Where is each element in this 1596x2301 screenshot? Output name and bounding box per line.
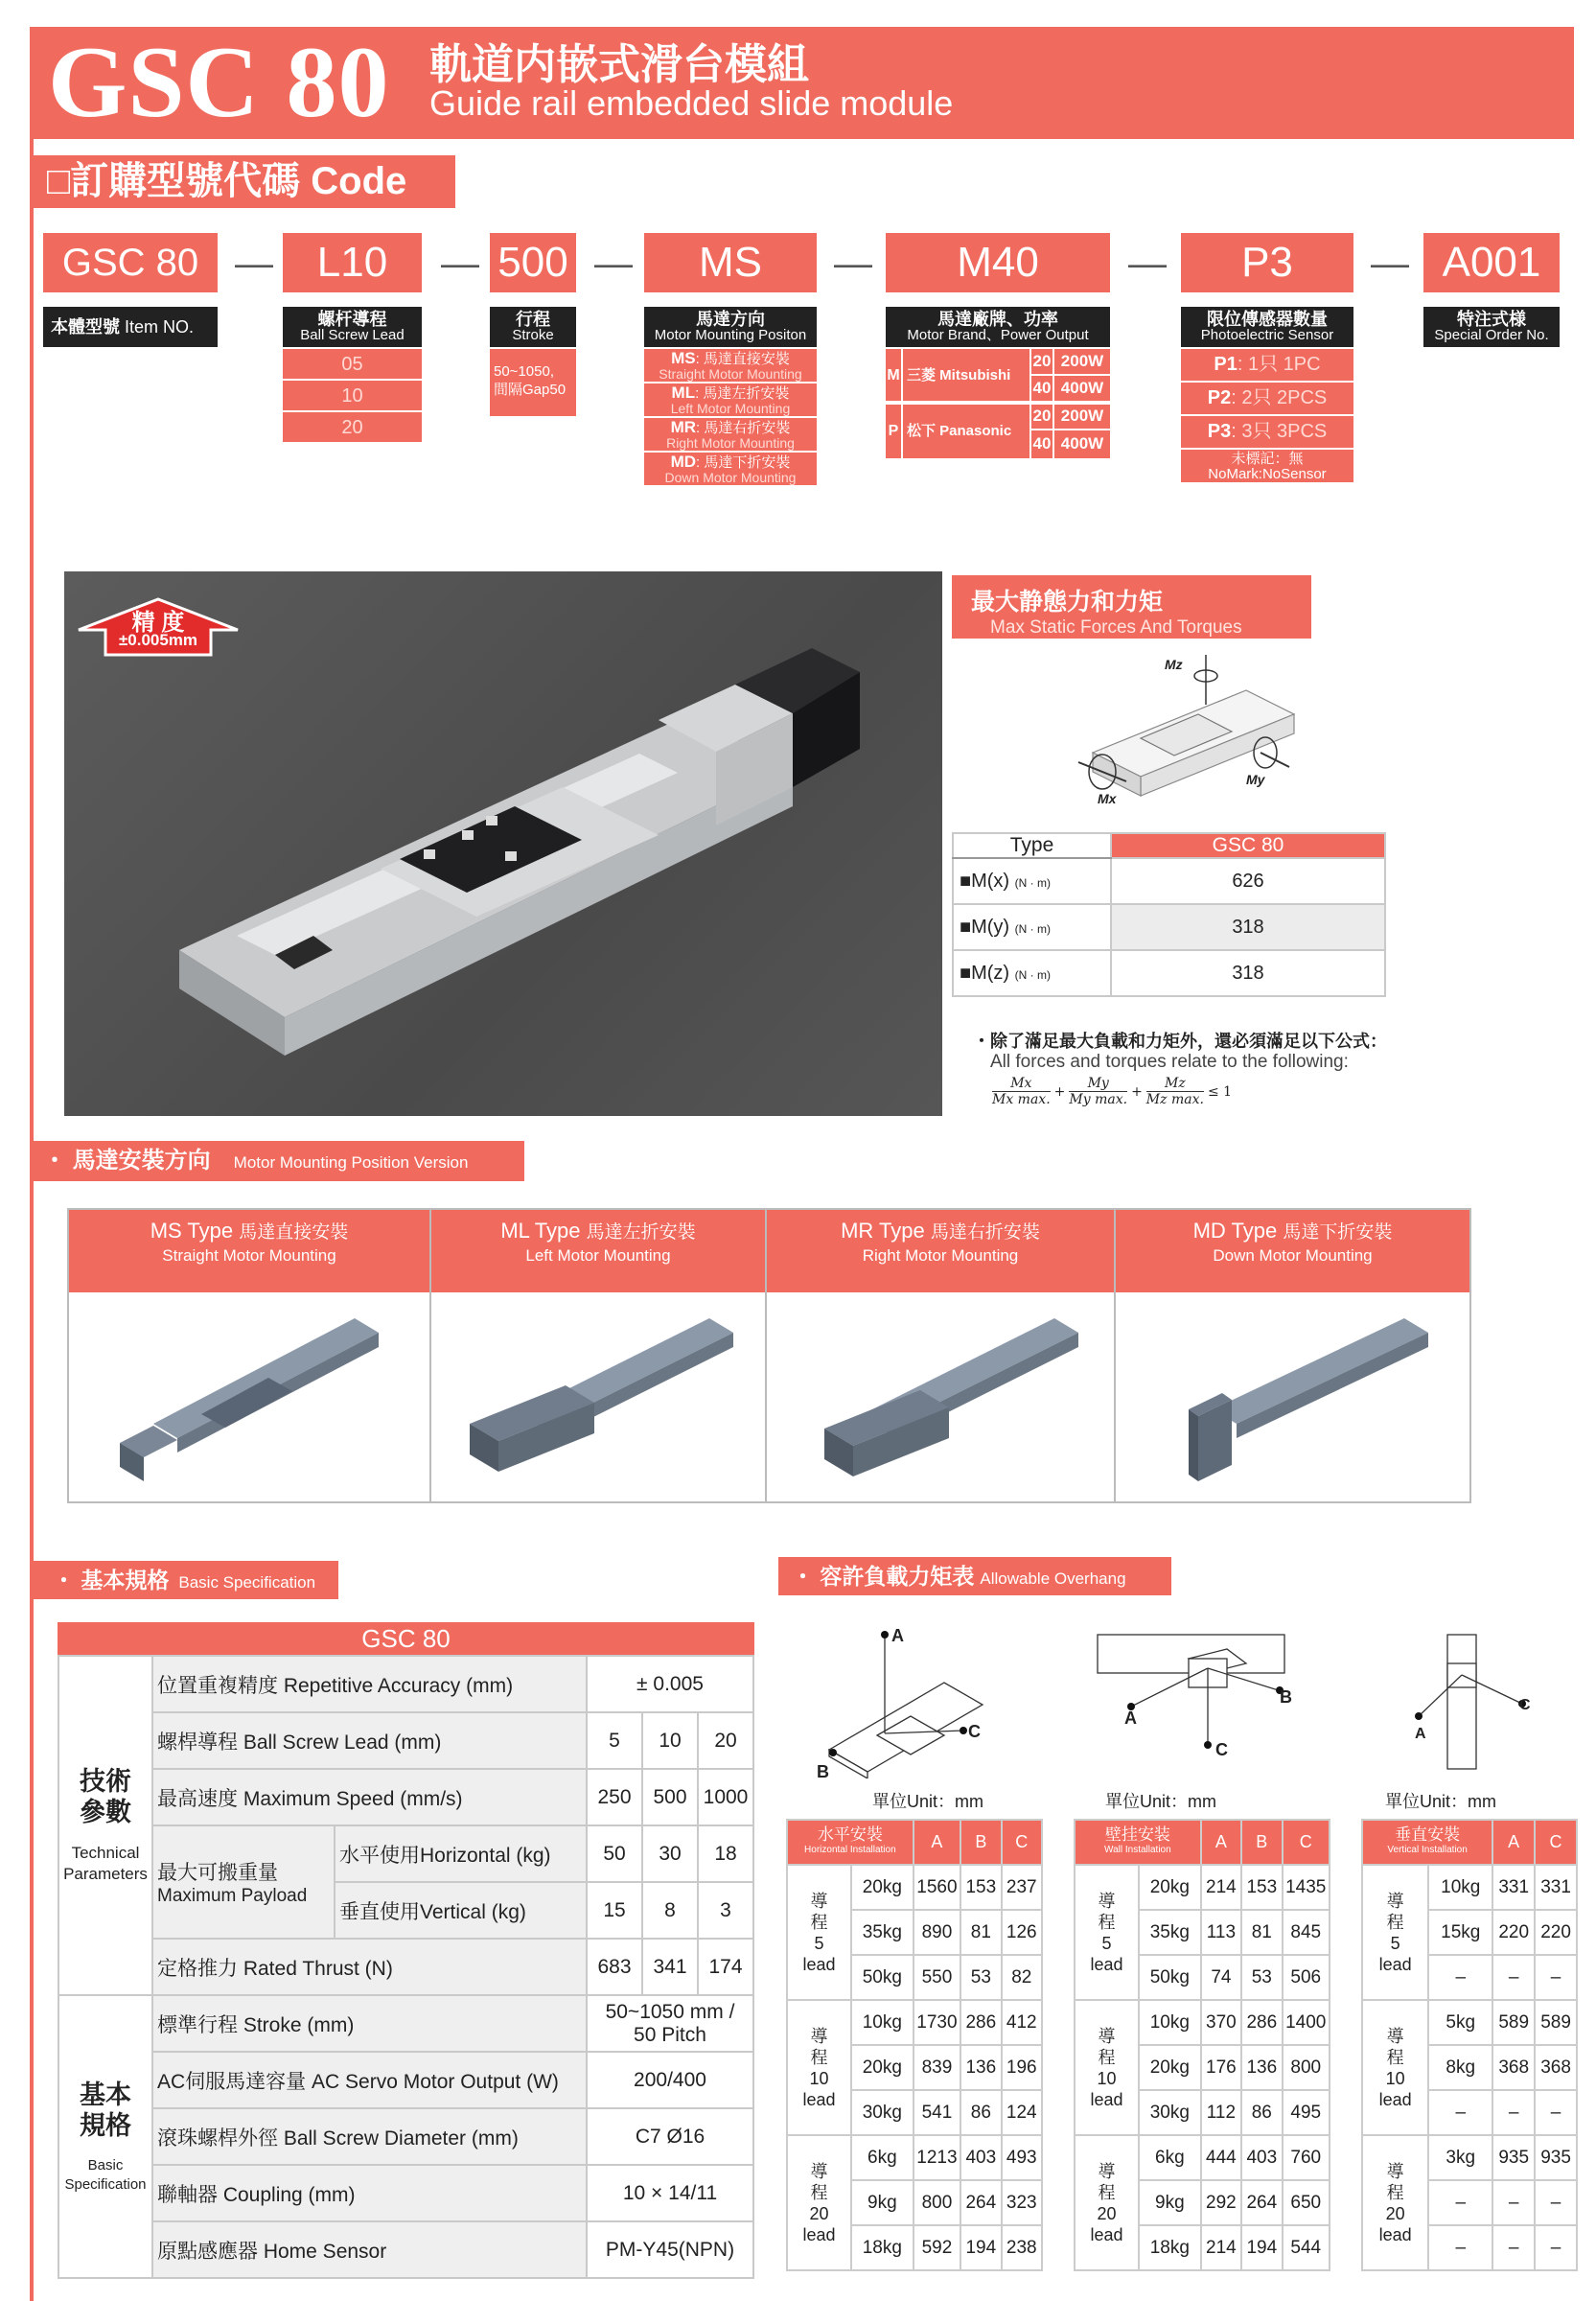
basic-section-title: ・ 基本規格 Basic Specification [34,1561,338,1599]
table-cell: 214 [1201,2225,1241,2270]
code-section-title: □訂購型號代碼 Code [34,155,455,208]
table-cell: – [1492,2180,1535,2225]
table-cell: 220 [1535,1910,1577,1955]
lead-group: 導程 5 lead [787,1865,851,2000]
table-row [1362,2000,1577,2045]
formula-note-en: All forces and torques relate to the following: [990,1052,1349,1072]
table-cell: 153 [960,1865,1001,1910]
table-cell: 368 [1535,2045,1577,2090]
group-basic: 基本 規格 Basic Specification [58,1995,152,2278]
table-cell: 592 [914,2225,960,2270]
table-cell: 153 [1241,1865,1282,1910]
group-technical: 技術 參數 Technical Parameters [58,1656,152,1995]
label-mount: 馬達方向 Motor Mounting Positon [644,307,817,347]
table-cell: 286 [1241,2000,1282,2045]
basic-spec-table: 技術 參數 Technical Parameters 位置重複精度 Repetitive Accuracy (mm) ± 0.005 螺桿導程 Ball Screw Lead (mm) 5 10 20 最高速度 Maximum Speed (mm/s) 250 500 1000 最大可搬重量 Maximum Payload 水平使用Horizontal (kg) 50 30 18 垂直使用Vertical (kg) 15 8 3 定格推力 Rated Thrust (N) 683 341 174 基本 規格 Basic Specification 標準行程 Stroke (mm) 50~1050 mm / 50 Pitch AC伺服馬達容量 AC Servo Motor Output (W) 200/400 滾珠螺桿外徑 Ball Screw Diameter (mm) C7 Ø16 聯軸器 Coupling (mm) 10 × 14/11 原點感應器 Home Sensor PM-Y45(NPN) [58,1655,754,2279]
table-cell: 1435 [1283,1865,1330,1910]
ml-module-image [451,1309,748,1486]
table-cell: 9kg [851,2180,914,2225]
unit-label: 單位Unit：mm [872,1792,983,1811]
table-cell: 136 [1241,2045,1282,2090]
model-title: GSC 80 [48,26,390,138]
table-cell: 15kg [1428,1910,1492,1955]
table-cell: 53 [1241,1955,1282,2000]
table-cell: – [1535,2225,1577,2270]
table-cell: 50kg [851,1955,914,2000]
table-cell: 1213 [914,2135,960,2180]
table-cell: 412 [1002,2000,1042,2045]
formula-note-cn: ・除了滿足最大負載和力矩外，還必須滿足以下公式： [973,1032,1387,1051]
precision-badge: 精 度 ±0.005mm [77,597,240,657]
table-cell: 86 [960,2090,1001,2135]
sensor-option: P2: 2只 2PCS [1181,383,1353,416]
dash: — [594,243,633,285]
mount-type-ms: MS Type 馬達直接安裝 Straight Motor Mounting [69,1210,429,1292]
table-cell: 370 [1201,2000,1241,2045]
lead-options [283,349,422,444]
table-cell: 81 [960,1910,1001,1955]
table-cell: 506 [1283,1955,1330,2000]
table-cell: 20kg [851,1865,914,1910]
table-cell: 81 [1241,1910,1282,1955]
col-header: C [1283,1820,1330,1865]
table-cell: 935 [1535,2135,1577,2180]
table-cell: 35kg [1139,1910,1201,1955]
table-cell: 800 [1283,2045,1330,2090]
table-cell: 30kg [1139,2090,1201,2135]
formula: Mx Mx max. + My My max. + Mz Mz max. ≤ 1 [992,1076,1233,1107]
table-row [1075,1865,1330,1910]
motor-options: M 三菱 Mitsubishi P 松下 Panasonic 20 200W 40 400W 20 200W 40 400W [886,349,1110,454]
table-cell: 176 [1201,2045,1241,2090]
code-stroke: 500 [490,233,576,292]
table-cell: 18kg [851,2225,914,2270]
label-special: 特注式様 Special Order No. [1423,307,1560,347]
lead-group: 導程 10 lead [1362,2000,1428,2135]
table-cell: 935 [1492,2135,1535,2180]
lead-option: 20 [283,412,422,444]
table-cell: 136 [960,2045,1001,2090]
wall-table [1074,1819,1330,2271]
lead-group: 導程 20 lead [1362,2135,1428,2270]
lead-group: 導程 5 lead [1362,1865,1428,2000]
unit-label: 單位Unit：mm [1385,1792,1496,1811]
table-cell: 20kg [1139,1865,1201,1910]
col-header: B [1241,1820,1282,1865]
sensor-options [1181,349,1353,482]
col-header: C [1535,1820,1577,1865]
mount-option: MR: 馬達右折安裝 Right Motor Mounting [644,418,817,453]
table-cell: 124 [1002,2090,1042,2135]
table-cell: 194 [960,2225,1001,2270]
code-motor: M40 [886,233,1110,292]
table-cell: 3kg [1428,2135,1492,2180]
table-cell: 20kg [1139,2045,1201,2090]
table-cell: 9kg [1139,2180,1201,2225]
table-cell: 589 [1535,2000,1577,2045]
table-row [1075,2135,1330,2180]
table-cell: 839 [914,2045,960,2090]
static-table: Type GSC 80 ■M(x) (N · m) 626 ■M(y) (N · m) 318 ■M(z) (N · m) 318 [952,832,1386,997]
table-cell: 589 [1492,2000,1535,2045]
dash: — [834,243,872,285]
table-cell: 6kg [1139,2135,1201,2180]
table-cell: 238 [1002,2225,1042,2270]
table-cell: – [1428,2090,1492,2135]
lead-option: 10 [283,381,422,412]
table-cell: 74 [1201,1955,1241,2000]
table-cell: 495 [1283,2090,1330,2135]
table-cell: 800 [914,2180,960,2225]
table-cell: 845 [1283,1910,1330,1955]
table-cell: 323 [1002,2180,1042,2225]
basic-model-header: GSC 80 [58,1622,754,1655]
label-sensor: 限位傳感器數量 Photoelectric Sensor [1181,307,1353,347]
table-row [787,1865,1042,1910]
mr-module-image [796,1309,1093,1486]
table-cell: 112 [1201,2090,1241,2135]
lead-group: 導程 10 lead [1075,2000,1139,2135]
table-cell: 214 [1201,1865,1241,1910]
sensor-option: P1: 1只 1PC [1181,349,1353,383]
label-stroke: 行程 Stroke [490,307,576,347]
lead-group: 導程 10 lead [787,2000,851,2135]
mount-type-mr: MR Type 馬達右折安裝 Right Motor Mounting [767,1210,1114,1292]
table-cell: 1730 [914,2000,960,2045]
table-cell: 20kg [851,2045,914,2090]
table-cell: 237 [1002,1865,1042,1910]
label-item: 本體型號 Item NO. [43,307,218,347]
table-cell: 10kg [1139,2000,1201,2045]
mount-type-md: MD Type 馬達下折安裝 Down Motor Mounting [1116,1210,1469,1292]
vertical-table [1361,1819,1578,2271]
stroke-note: 50~1050, 間隔Gap50 [490,349,576,416]
table-cell: 113 [1201,1910,1241,1955]
table-cell: 444 [1201,2135,1241,2180]
table-cell: 35kg [851,1910,914,1955]
static-section-title: 最大静態力和力矩 Max Static Forces And Torques [952,575,1311,639]
mount-options [644,349,817,485]
table-cell: 8kg [1428,2045,1492,2090]
table-cell: – [1492,2090,1535,2135]
table-cell: – [1535,1955,1577,2000]
table-cell: 82 [1002,1955,1042,2000]
table-cell: 368 [1492,2045,1535,2090]
torque-axes-icon [1074,647,1304,815]
mount-section-title: ・ 馬達安裝方向 Motor Mounting Position Version [34,1141,524,1181]
col-header: A [914,1820,960,1865]
code-special: A001 [1423,233,1560,292]
table-cell: 541 [914,2090,960,2135]
table-cell: 5kg [1428,2000,1492,2045]
col-header: C [1002,1820,1042,1865]
table-row [787,2000,1042,2045]
table-cell: – [1492,2225,1535,2270]
table-cell: 292 [1201,2180,1241,2225]
table-header: 垂直安裝 Vertical Installation [1362,1820,1492,1865]
lead-group: 導程 20 lead [787,2135,851,2270]
table-cell: 10kg [851,2000,914,2045]
sensor-none: 未標記：無 NoMark:NoSensor [1181,450,1353,482]
torque-diagram: Mz Mx My [1074,647,1304,815]
table-cell: 493 [1002,2135,1042,2180]
col-header: B [960,1820,1001,1865]
horizontal-table [786,1819,1043,2271]
mount-option: MS: 馬達直接安裝 Straight Motor Mounting [644,349,817,384]
table-cell: 50kg [1139,1955,1201,2000]
sensor-option: P3: 3只 3PCS [1181,416,1353,450]
unit-label: 單位Unit：mm [1105,1792,1216,1811]
label-lead: 螺杆導程 Ball Screw Lead [283,307,422,347]
mount-option: MD: 馬達下折安裝 Down Motor Mounting [644,453,817,485]
dash: — [441,243,479,285]
table-cell: – [1535,2090,1577,2135]
table-cell: 403 [960,2135,1001,2180]
table-cell: 286 [960,2000,1001,2045]
left-accent-line [30,139,34,2301]
table-cell: 1400 [1283,2000,1330,2045]
dash: — [1371,243,1409,285]
table-cell: 550 [914,1955,960,2000]
title-en: Guide rail embedded slide module [429,83,954,123]
table-cell: – [1428,1955,1492,2000]
table-header: 壁挂安装 Wall Installation [1075,1820,1201,1865]
table-cell: 126 [1002,1910,1042,1955]
mount-option: ML: 馬達左折安裝 Left Motor Mounting [644,384,817,418]
table-row [1362,1865,1577,1910]
lead-group: 導程 20 lead [1075,2135,1139,2270]
mount-type-ml: ML Type 馬達左折安裝 Left Motor Mounting [431,1210,765,1292]
table-header: 水平安裝 Horizontal Installation [787,1820,914,1865]
table-cell: 403 [1241,2135,1282,2180]
lead-option: 05 [283,349,422,381]
label-motor: 馬達廠牌、功率 Motor Brand、Power Output [886,307,1110,347]
table-cell: 86 [1241,2090,1282,2135]
table-cell: 18kg [1139,2225,1201,2270]
wall-diagram [1093,1630,1294,1764]
table-cell: – [1428,2225,1492,2270]
table-cell: 544 [1283,2225,1330,2270]
vertical-diagram [1399,1630,1534,1774]
table-row [787,2135,1042,2180]
table-cell: 264 [960,2180,1001,2225]
table-cell: – [1492,1955,1535,2000]
table-row [1362,2135,1577,2180]
dash: — [1128,243,1167,285]
dash: — [235,243,273,285]
overhang-section-title: ・ 容許負載力矩表 Allowable Overhang [778,1557,1171,1595]
table-cell: 890 [914,1910,960,1955]
code-sensor: P3 [1181,233,1353,292]
table-cell: 650 [1283,2180,1330,2225]
md-module-image [1165,1309,1452,1486]
code-item: GSC 80 [43,233,218,292]
title-cn: 軌道内嵌式滑台模組 [429,41,809,88]
table-cell: 53 [960,1955,1001,2000]
code-lead: L10 [283,233,422,292]
lead-group: 導程 5 lead [1075,1865,1139,2000]
table-cell: 196 [1002,2045,1042,2090]
table-cell: 194 [1241,2225,1282,2270]
table-cell: – [1535,2180,1577,2225]
table-cell: 6kg [851,2135,914,2180]
table-cell: 264 [1241,2180,1282,2225]
ms-module-image [105,1309,393,1486]
table-cell: 331 [1535,1865,1577,1910]
col-header: A [1201,1820,1241,1865]
table-cell: 220 [1492,1910,1535,1955]
horizontal-diagram [820,1620,1002,1778]
table-cell: 10kg [1428,1865,1492,1910]
table-cell: 30kg [851,2090,914,2135]
col-header: A [1492,1820,1535,1865]
table-row [1075,2000,1330,2045]
table-cell: 1560 [914,1865,960,1910]
table-cell: – [1428,2180,1492,2225]
table-cell: 331 [1492,1865,1535,1910]
code-mount: MS [644,233,817,292]
table-cell: 760 [1283,2135,1330,2180]
